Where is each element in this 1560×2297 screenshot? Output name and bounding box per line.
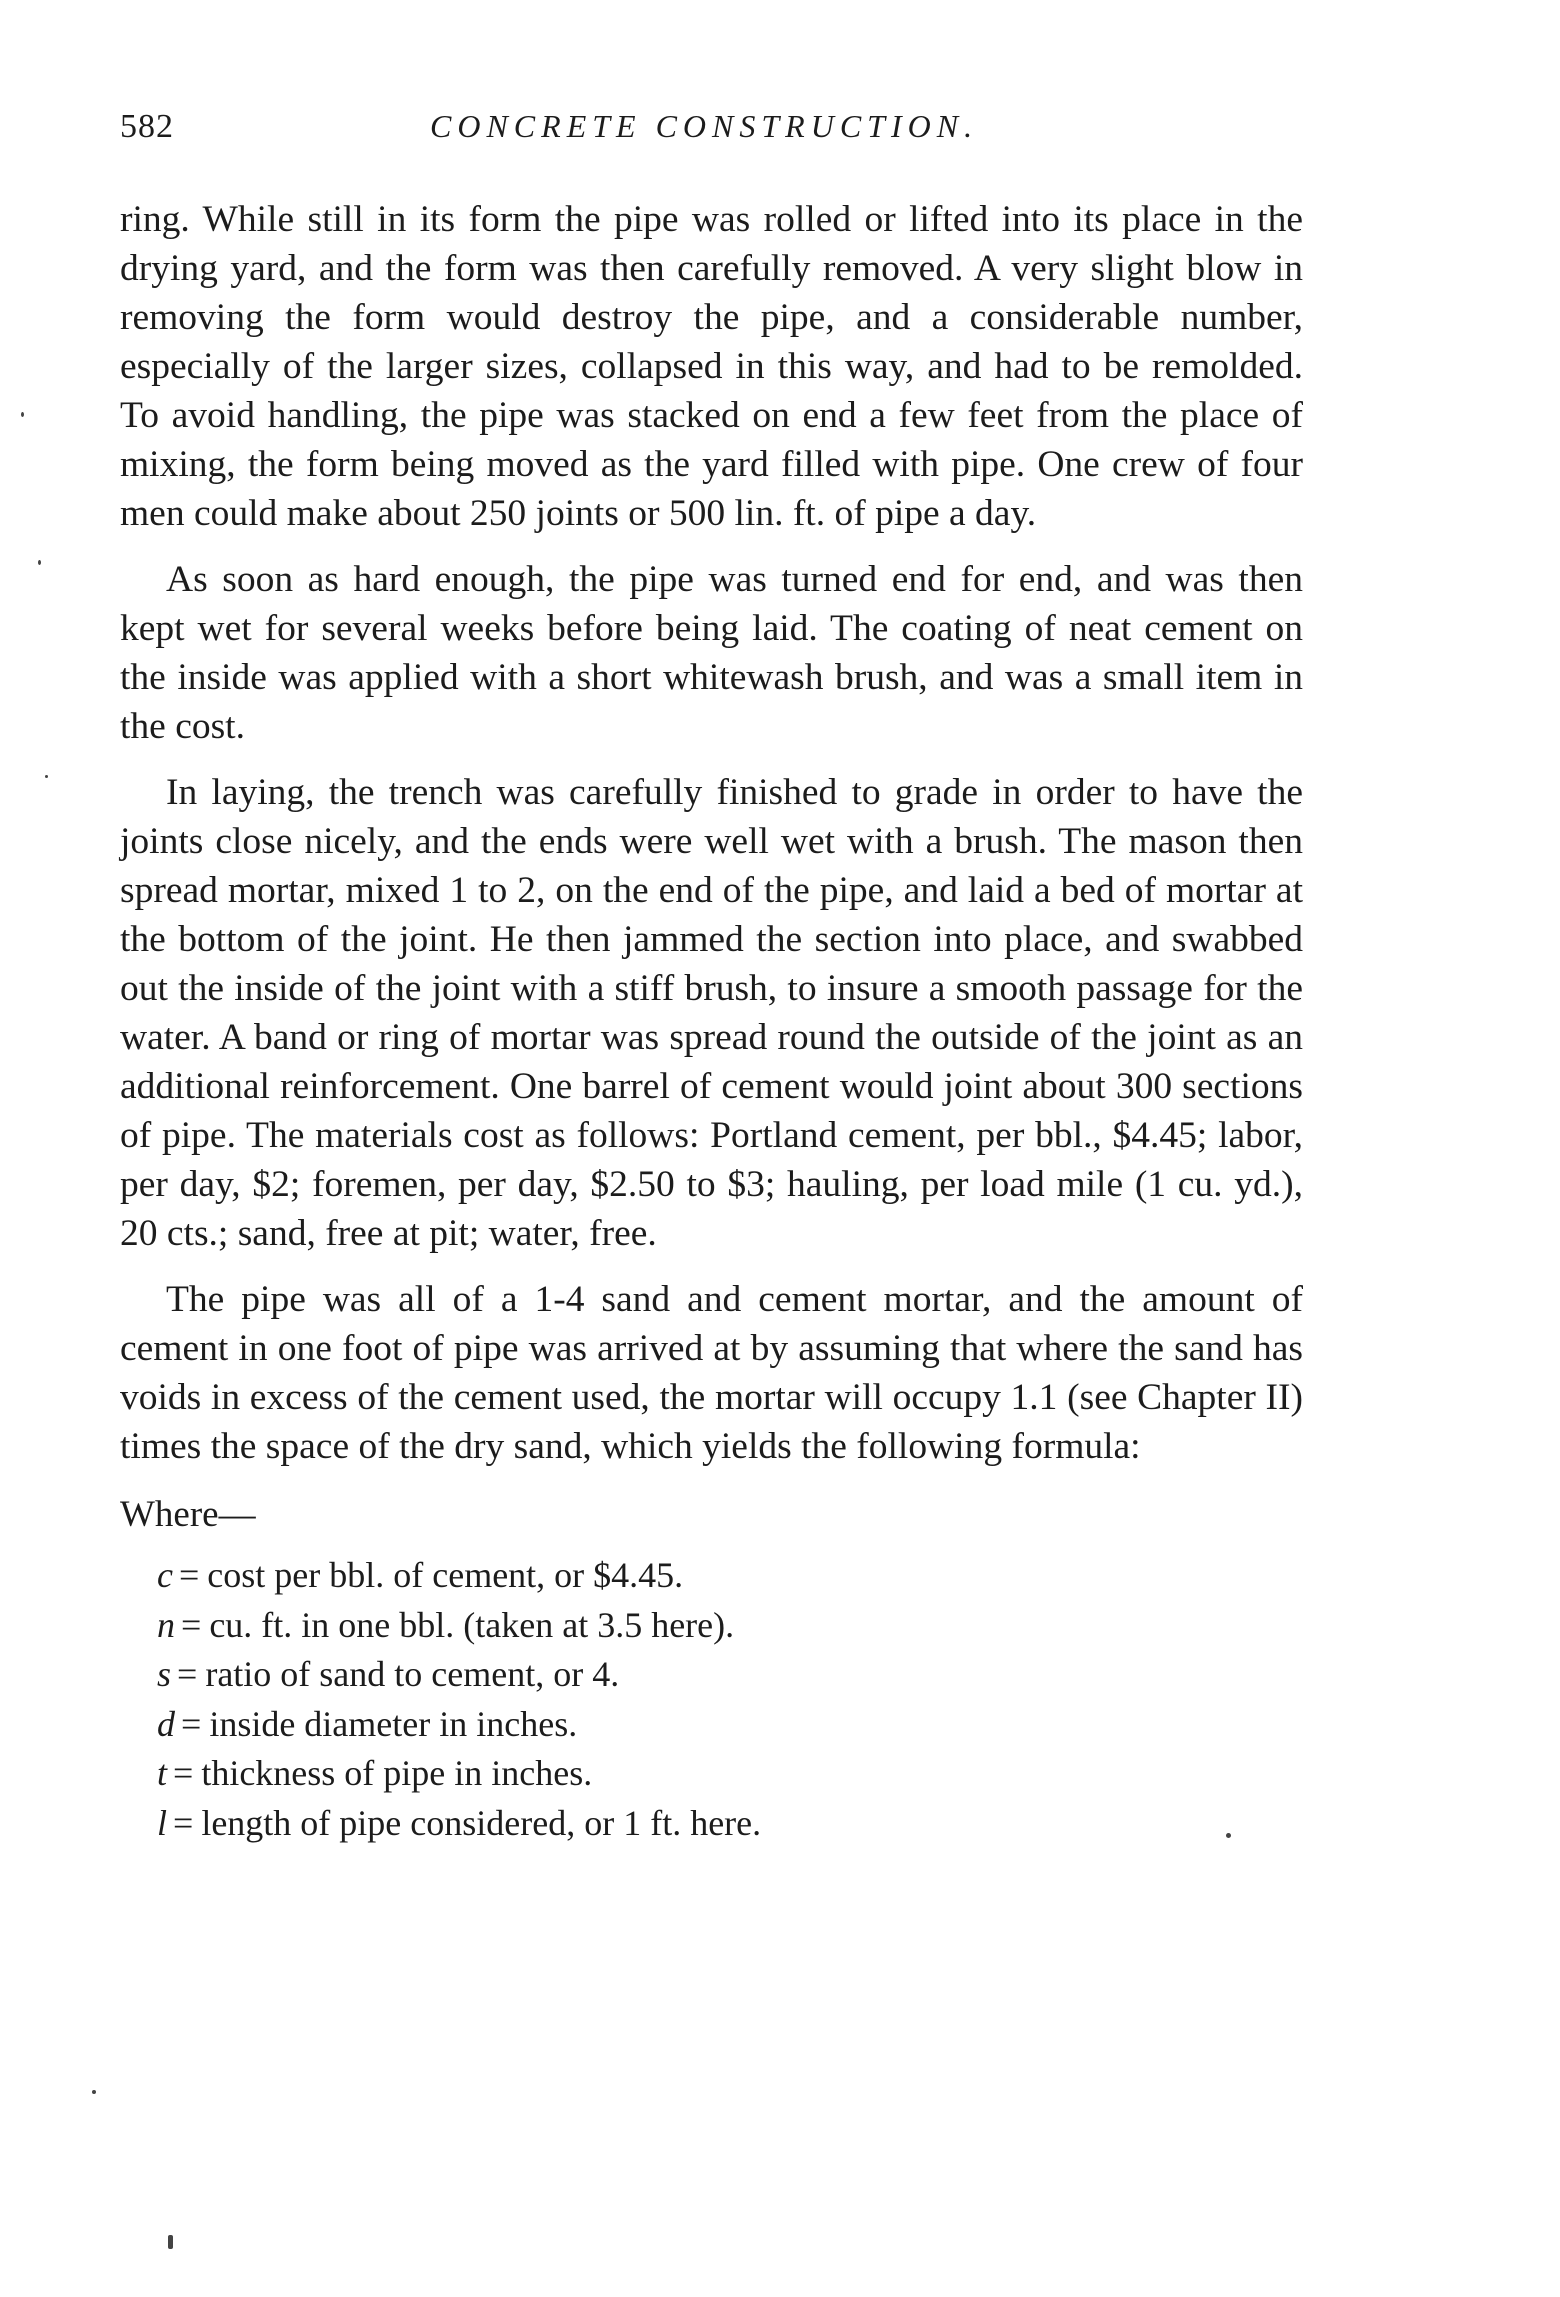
equals-sign: = (173, 1753, 194, 1793)
paragraph: As soon as hard enough, the pipe was turned end for end, and was then kept wet for several weeks before being laid. The coating of neat cement on the inside was applied with a short whitewash brush, and was a small item in the cost. (120, 559, 1303, 747)
where-label: Where— (120, 1494, 256, 1535)
variable-symbol: n (157, 1604, 175, 1645)
paragraph: The pipe was all of a 1-4 sand and cement mortar, and the amount of cement in one foot of pipe was arrived at by assuming that where the sand has voids in excess of the cement used, the mortar will occupy 1.1 (see Chapter II) times the space of the dry sand, which yields the following formula: (120, 1279, 1303, 1467)
variable-symbol: d (157, 1703, 175, 1744)
definition-text: thickness of pipe in inches. (201, 1753, 593, 1793)
definition-item (157, 1650, 1303, 1700)
equals-sign: = (178, 1555, 200, 1595)
definition-text: length of pipe considered, or 1 ft. here. (201, 1802, 762, 1843)
equals-sign: = (173, 1802, 194, 1843)
scan-speck (1226, 1833, 1231, 1838)
variable-definitions (157, 1551, 1303, 1848)
paragraph-continued: ring. While still in its form the pipe was rolled or lifted into its place in the drying yard, and the form was then carefully removed. A very slight blow in removing the form would destroy the pipe, and a considerable number, especially of the larger sizes, collapsed in this way, and had to be remolded. To avoid handling, the pipe was stacked on end a few feet from the place of mixing, the form being moved as the yard filled with pipe. One crew of four men could make about 250 joints or 500 lin. ft. of pipe a day. (120, 199, 1303, 534)
variable-symbol: c (157, 1555, 173, 1595)
equals-sign: = (181, 1703, 202, 1744)
variable-symbol: l (157, 1802, 168, 1843)
page-number: 582 (120, 108, 174, 145)
scan-speck (21, 412, 24, 417)
equals-sign: = (181, 1604, 202, 1645)
scan-speck (168, 2235, 173, 2249)
page-header (120, 108, 1300, 158)
running-head: CONCRETE CONSTRUCTION. (430, 108, 979, 144)
definition-item (157, 1700, 1303, 1750)
variable-symbol: s (157, 1654, 172, 1694)
paragraph: In laying, the trench was carefully finished to grade in order to have the joints close nicely, and the ends were well wet with a brush. The mason then spread mortar, mixed 1 to 2, on the end of the pipe, and laid a bed of mortar at the bottom of the joint. He then jammed the section into place, and swabbed out the inside of the joint with a stiff brush, to insure a smooth passage for the water. A band or ring of mortar was spread round the outside of the joint as an additional reinforcement. One barrel of cement would joint about 300 sections of pipe. The materials cost as follows: Portland cement, per bbl., $4.45; labor, per day, $2; foremen, per day, $2.50 to $3; hauling, per load mile (1 cu. yd.), 20 cts.; sand, free at pit; water, free. (120, 772, 1303, 1254)
variable-symbol: t (157, 1753, 168, 1793)
definition-item (157, 1551, 1303, 1601)
definition-text: cost per bbl. of cement, or $4.45. (207, 1555, 684, 1595)
definition-item (157, 1799, 1303, 1849)
scan-speck (92, 2090, 96, 2094)
definition-text: ratio of sand to cement, or 4. (205, 1654, 620, 1694)
scan-speck (45, 775, 48, 778)
scan-speck (38, 560, 41, 565)
definition-text: inside diameter in inches. (209, 1703, 578, 1744)
equals-sign: = (177, 1654, 198, 1694)
body-text (120, 195, 1303, 1848)
definition-item (157, 1601, 1303, 1651)
definition-text: cu. ft. in one bbl. (taken at 3.5 here). (209, 1604, 735, 1645)
definition-item (157, 1749, 1303, 1799)
